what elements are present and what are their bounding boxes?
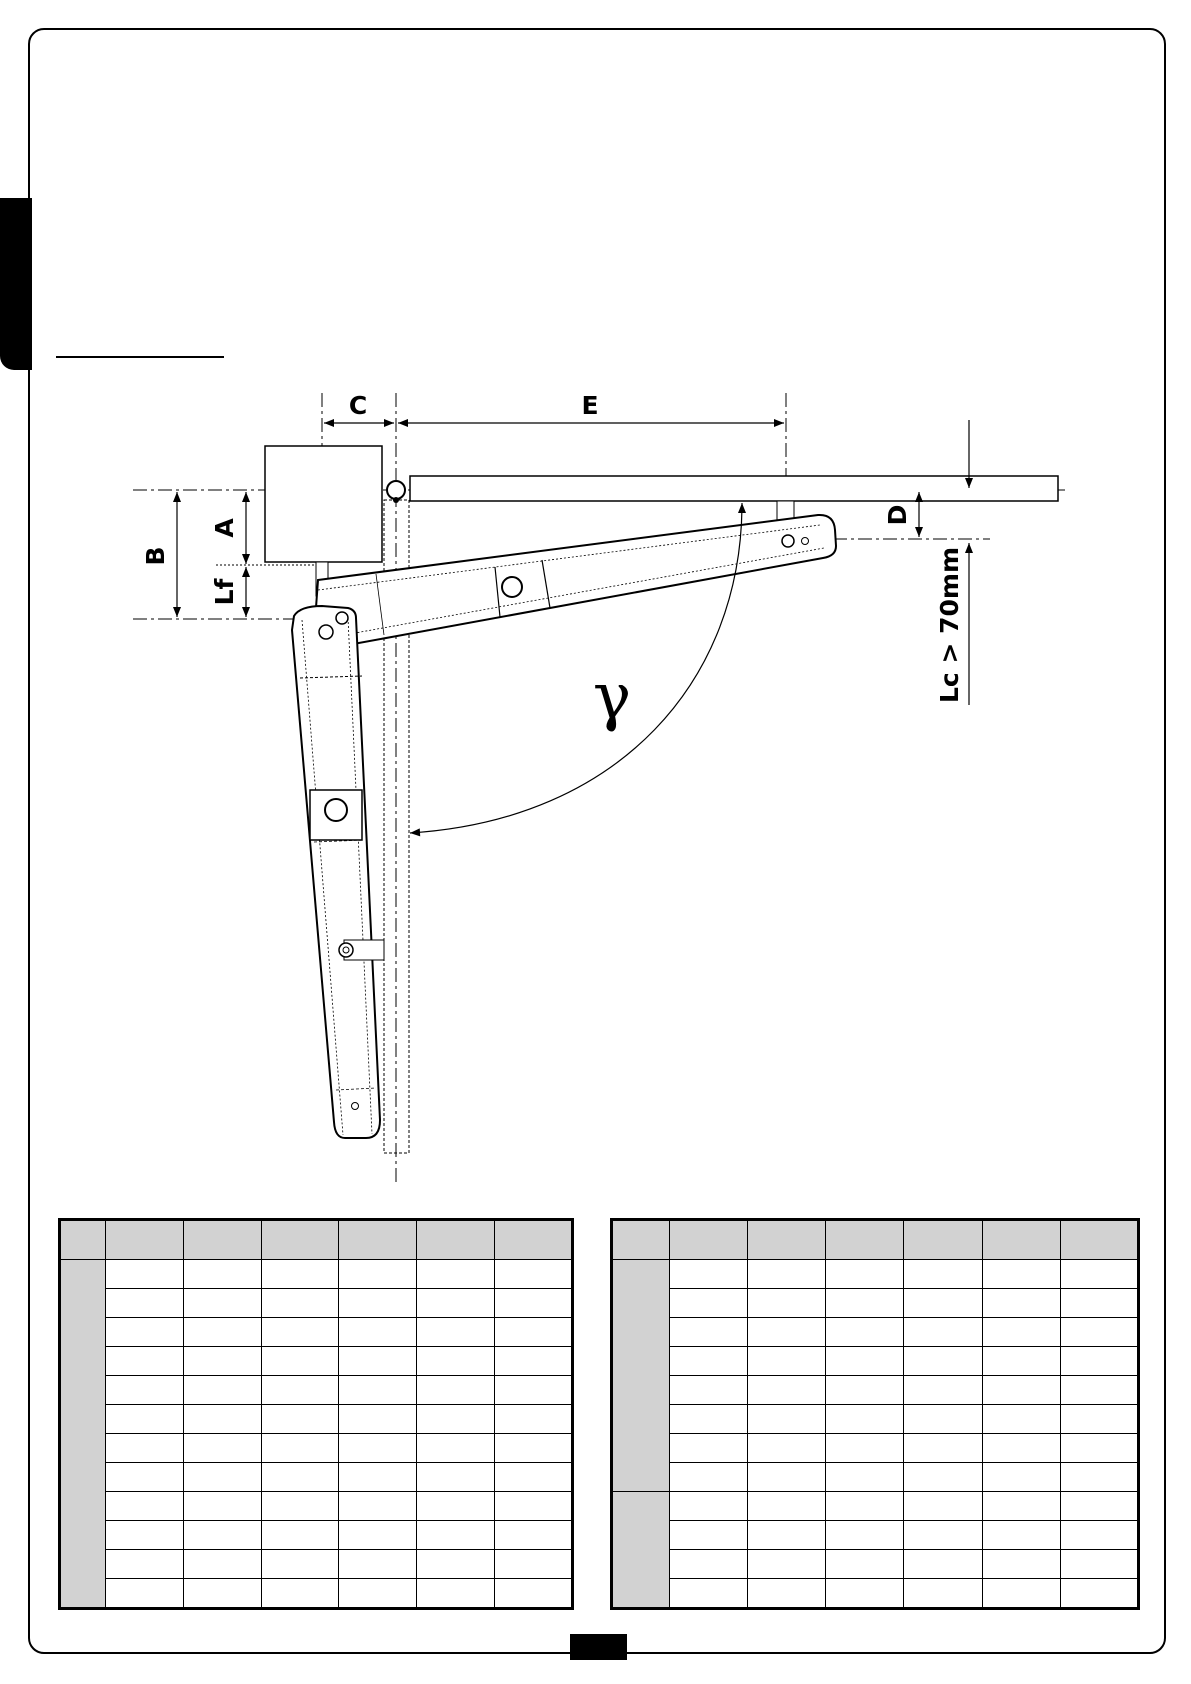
table-row xyxy=(612,1376,1139,1405)
table-left-header xyxy=(60,1220,573,1260)
label-lc: Lc > 70mm xyxy=(935,547,964,703)
gate-hinge xyxy=(387,481,405,499)
label-d: D xyxy=(883,504,912,526)
table-row xyxy=(60,1289,573,1318)
gearmotor-box xyxy=(265,446,382,562)
table-row xyxy=(60,1260,573,1289)
dimension-a xyxy=(210,492,246,564)
dimension-e xyxy=(398,391,784,423)
table-right-header xyxy=(612,1220,1139,1260)
table-left xyxy=(58,1218,574,1610)
page-number-box xyxy=(570,1634,627,1660)
label-b: B xyxy=(141,546,170,566)
dimension-lc xyxy=(935,420,969,705)
table-row xyxy=(60,1550,573,1579)
table-row xyxy=(612,1492,1139,1521)
table-row xyxy=(60,1405,573,1434)
table-row xyxy=(60,1376,573,1405)
dimension-c xyxy=(324,391,394,423)
table-row xyxy=(60,1521,573,1550)
label-lf: Lf xyxy=(210,578,239,606)
table-row xyxy=(60,1463,573,1492)
table-row xyxy=(612,1434,1139,1463)
table-row xyxy=(612,1289,1139,1318)
table-row xyxy=(612,1347,1139,1376)
table-row xyxy=(612,1318,1139,1347)
arm-closed xyxy=(314,515,836,649)
table-row xyxy=(612,1260,1139,1289)
gate-leaf-closed xyxy=(410,476,1058,501)
table-row xyxy=(60,1318,573,1347)
table-row xyxy=(60,1347,573,1376)
label-a: A xyxy=(210,518,239,538)
table-row xyxy=(612,1521,1139,1550)
table-row xyxy=(612,1550,1139,1579)
dimension-b xyxy=(141,492,177,617)
label-c: C xyxy=(348,391,368,420)
label-gamma: γ xyxy=(592,660,632,734)
table-row xyxy=(612,1405,1139,1434)
table-row xyxy=(60,1434,573,1463)
table-row xyxy=(60,1579,573,1609)
table-row xyxy=(612,1463,1139,1492)
label-e: E xyxy=(581,391,599,420)
table-row xyxy=(60,1492,573,1521)
table-right xyxy=(610,1218,1140,1610)
arm-open xyxy=(292,606,384,1138)
table-row xyxy=(612,1579,1139,1609)
